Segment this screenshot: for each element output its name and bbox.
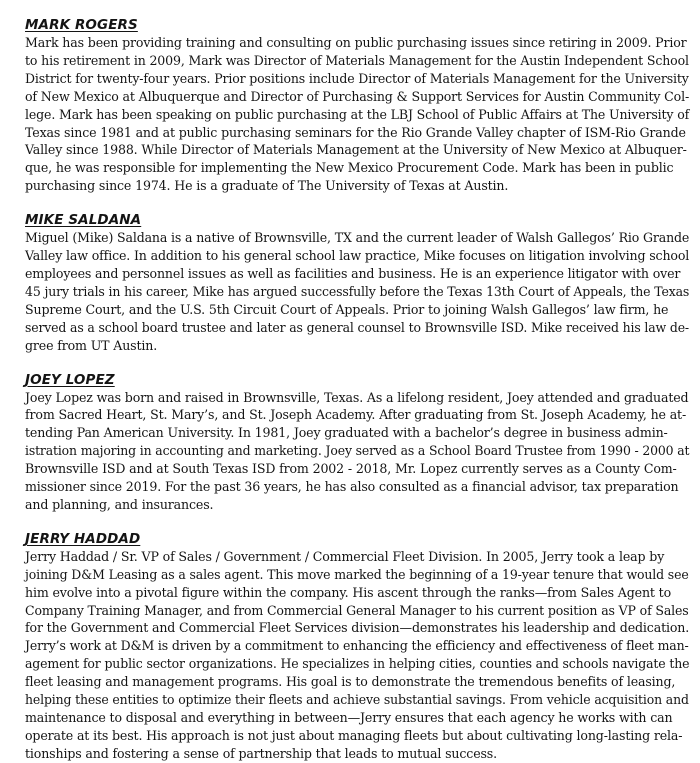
text-line: joining D&M Leasing as a sales agent. This move marked the beginning of a 19-year tenure that would see xyxy=(25,566,689,582)
text-line: tionships and fostering a sense of partnership that leads to mutual success. xyxy=(25,745,497,761)
text-line: agement for public sector organizations. He specializes in helping cities, counties and schools navigate the xyxy=(25,656,690,672)
bio-name: MIKE SALDANA xyxy=(25,212,142,229)
text-line: Brownsville ISD and at South Texas ISD from 2002 - 2018, Mr. Lopez currently serves as a County Com- xyxy=(25,461,677,477)
text-line: Jerry Haddad / Sr. VP of Sales / Government / Commercial Fleet Division. In 2005, Jerry took a leap by xyxy=(25,548,665,564)
text-line: helping these entities to optimize their fleets and achieve substantial savings. From vehicle acquisition and xyxy=(25,692,689,708)
text-line: for the Government and Commercial Fleet Services division—demonstrates his leadership and dedication. xyxy=(25,620,690,636)
text-line: Joey Lopez was born and raised in Brownsville, Texas. As a lifelong resident, Joey attended and graduated xyxy=(25,389,689,405)
text-line: Miguel (Mike) Saldana is a native of Brownsville, TX and the current leader of Walsh Gallegos’ Rio Grande xyxy=(25,230,690,246)
text-line: and planning, and insurances. xyxy=(25,496,214,512)
text-line: of New Mexico at Albuquerque and Director of Purchasing & Support Services for Austin Community Col- xyxy=(25,88,690,104)
bio-page xyxy=(25,16,689,763)
text-line: Jerry’s work at D&M is driven by a commitment to enhancing the efficiency and effectiveness of fleet man- xyxy=(25,638,689,654)
text-line: him evolve into a pivotal figure within the company. His ascent through the ranks—from Sales Agent to xyxy=(25,584,672,600)
text-line: fleet leasing and management programs. His goal is to demonstrate the tremendous benefits of leasing, xyxy=(25,674,676,690)
bio-name: JERRY HADDAD xyxy=(25,530,141,547)
bio-text xyxy=(25,229,689,354)
bio-mark-rogers xyxy=(25,16,689,195)
text-line: Company Training Manager, and from Commercial General Manager to his current position as VP of Sales xyxy=(25,602,689,618)
text-line: District for twenty-four years. Prior positions include Director of Materials Management for the University xyxy=(25,70,689,86)
text-line: Texas since 1981 and at public purchasing seminars for the Rio Grande Valley chapter of ISM-Rio Grande xyxy=(25,124,686,140)
bio-name: MARK ROGERS xyxy=(25,17,138,33)
bio-text xyxy=(25,389,689,514)
text-line: 45 jury trials in his career, Mike has argued successfully before the Texas 13th Court of Appeals, the Texas xyxy=(25,283,690,299)
bio-jerry-haddad xyxy=(25,530,689,763)
text-line: gree from UT Austin. xyxy=(25,337,158,353)
bio-text xyxy=(25,34,689,195)
text-line: maintenance to disposal and everything in between—Jerry ensures that each agency he works with can xyxy=(25,710,673,725)
text-line: served as a school board trustee and later as general counsel to Brownsville ISD. Mike received his law de- xyxy=(25,319,690,335)
text-line: lege. Mark has been speaking on public purchasing at the LBJ School of Public Affairs at The University of xyxy=(25,106,690,122)
text-line: Supreme Court, and the U.S. 5th Circuit Court of Appeals. Prior to joining Walsh Gallegos’ law firm, he xyxy=(25,301,669,317)
bio-mike-saldana xyxy=(25,211,689,354)
text-line: to his retirement in 2009, Mark was Director of Materials Management for the Austin Independent School xyxy=(25,52,689,68)
text-line: que, he was responsible for implementing the New Mexico Procurement Code. Mark has been in public xyxy=(25,160,674,176)
text-line: Valley law office. In addition to his general school law practice, Mike focuses on litigation involving school xyxy=(25,248,690,264)
bio-text xyxy=(25,548,689,763)
bio-joey-lopez xyxy=(25,371,689,514)
text-line: operate at its best. His approach is not just about managing fleets but about cultivating long-lasting rela- xyxy=(25,727,683,743)
text-line: Valley since 1988. While Director of Materials Management at the University of New Mexico at Albuquer- xyxy=(25,142,687,158)
text-line: Mark has been providing training and consulting on public purchasing issues since retiring in 2009. Prior xyxy=(25,35,687,50)
text-line: istration majoring in accounting and marketing. Joey served as a School Board Trustee from 1990 - 2000 at xyxy=(25,443,690,459)
text-line: employees and personnel issues as well as facilities and business. He is an experience litigator with over xyxy=(25,265,681,281)
text-line: purchasing since 1974. He is a graduate of The University of Texas at Austin. xyxy=(25,178,509,194)
text-line: missioner since 2019. For the past 36 years, he has also consulted as a financial advisor, tax preparation xyxy=(25,479,679,495)
text-line: tending Pan American University. In 1981, Joey graduated with a bachelor’s degree in business admin- xyxy=(25,425,668,441)
bio-name: JOEY LOPEZ xyxy=(25,371,115,388)
text-line: from Sacred Heart, St. Mary’s, and St. Joseph Academy. After graduating from St. Joseph Academy, he at- xyxy=(25,407,687,423)
